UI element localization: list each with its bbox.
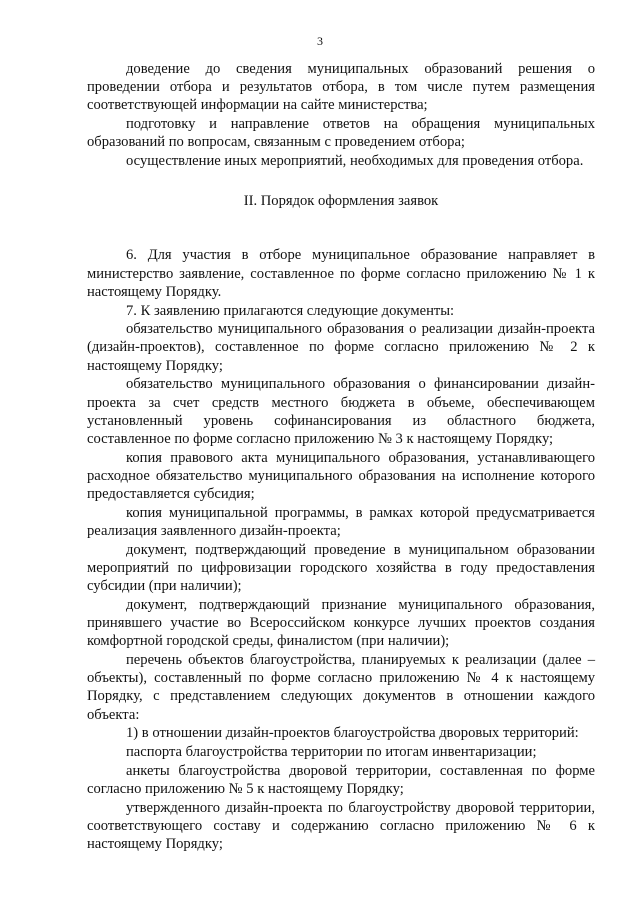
paragraph: копия муниципальной программы, в рамках которой предусматривается реализация заявленного дизайн-проекта; [87, 504, 595, 539]
paragraph: доведение до сведения муниципальных образований решения о проведении отбора и результатов отбора, в том числе путем размещения соответствующей информации на сайте министерства; [87, 61, 595, 114]
paragraph: подготовку и направление ответов на обращения муниципальных образований по вопросам, связанным с проведением отбора; [87, 116, 595, 151]
paragraph: копия правового акта муниципального образования, устанавливающего расходное обязательство муниципального образования на исполнение которого предоставляется субсидия; [87, 449, 595, 503]
document-body [87, 60, 595, 853]
paragraph: 7. К заявлению прилагаются следующие документы: [126, 302, 455, 319]
paragraph: обязательство муниципального образования о реализации дизайн-проекта (дизайн-проектов), составленное по форме согласно приложению № 2 к настоящему Порядку; [87, 321, 595, 374]
paragraph: 6. Для участия в отборе муниципальное образование направляет в министерство заявление, составленное по форме согласно приложению № 1 к настоящему Порядку. [87, 247, 595, 300]
paragraph: документ, подтверждающий проведение в муниципальном образовании мероприятий по цифровизации городского хозяйства в году предоставления субсидии (при наличии); [87, 541, 595, 595]
paragraph: анкеты благоустройства дворовой территории, составленная по форме согласно приложению № 5 к настоящему Порядку; [87, 762, 595, 797]
paragraph: документ, подтверждающий признание муниципального образования, принявшего участие во Всероссийском конкурсе лучших проектов создания комфортной городской среды, финалистом (при наличии); [87, 596, 595, 650]
paragraph: осуществление иных мероприятий, необходимых для проведения отбора. [126, 153, 584, 170]
paragraph: утвержденного дизайн-проекта по благоустройству дворовой территории, соответствующего составу и содержанию согласно приложению № 6 к настоящему Порядку; [87, 799, 595, 852]
paragraph: обязательство муниципального образования о финансировании дизайн-проекта за счет средств местного бюджета в объеме, обеспечивающем установленный уровень софинансирования из областного бюджета, составленное по форме согласно приложению № 3 к настоящему Порядку; [87, 376, 595, 447]
paragraph: паспорта благоустройства территории по итогам инвентаризации; [126, 743, 537, 760]
paragraph: 1) в отношении дизайн-проектов благоустройства дворовых территорий: [126, 725, 579, 742]
section-heading: II. Порядок оформления заявок [243, 193, 439, 210]
page-number: 3 [317, 34, 323, 48]
paragraph: перечень объектов благоустройства, планируемых к реализации (далее – объекты), составленный по форме согласно приложению № 4 к настоящему Порядку, с представлением следующих документов в отношении каждого объекта: [87, 651, 595, 723]
